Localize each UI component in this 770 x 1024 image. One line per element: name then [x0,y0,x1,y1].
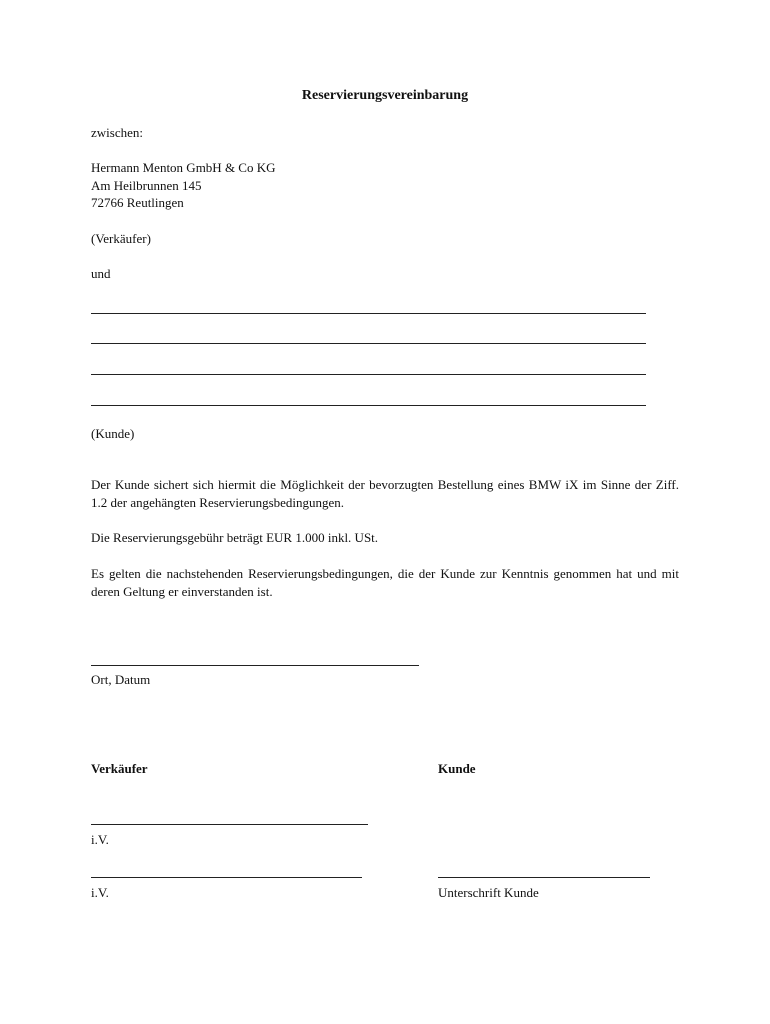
customer-signature-line[interactable] [438,877,650,878]
customer-signature-heading: Kunde [438,761,476,776]
customer-line-3[interactable] [91,374,646,375]
customer-role: (Kunde) [91,426,135,441]
seller-signature-label-1: i.V. [91,832,109,847]
place-date-line[interactable] [91,665,419,666]
seller-name: Hermann Menton GmbH & Co KG [91,160,276,175]
seller-signature-label-2: i.V. [91,885,109,900]
place-date-label: Ort, Datum [91,672,151,687]
seller-signature-line-1[interactable] [91,824,368,825]
paragraph-conditions: Es gelten die nachstehenden Reservierungsbedingungen, die der Kunde zur Kenntnis genommen hat und mit deren Geltung er einverstanden ist. [91,566,679,599]
paragraph-fee: Die Reservierungsgebühr beträgt EUR 1.000 inkl. USt. [91,530,379,545]
customer-line-4[interactable] [91,405,646,406]
customer-line-1[interactable] [91,313,646,314]
seller-city: 72766 Reutlingen [91,195,184,210]
seller-role: (Verkäufer) [91,231,151,246]
document-title: Reservierungsvereinbarung [301,88,469,103]
seller-signature-heading: Verkäufer [91,761,148,776]
customer-signature-label: Unterschrift Kunde [438,885,539,900]
seller-signature-line-2[interactable] [91,877,362,878]
between-label: zwischen: [91,125,143,140]
and-label: und [91,266,111,281]
paragraph-reservation: Der Kunde sichert sich hiermit die Möglichkeit der bevorzugten Bestellung eines BMW iX im Sinne der Ziff. 1.2 der angehängten Reservierungsbedingungen. [91,477,679,510]
customer-line-2[interactable] [91,343,646,344]
seller-street: Am Heilbrunnen 145 [91,178,202,193]
